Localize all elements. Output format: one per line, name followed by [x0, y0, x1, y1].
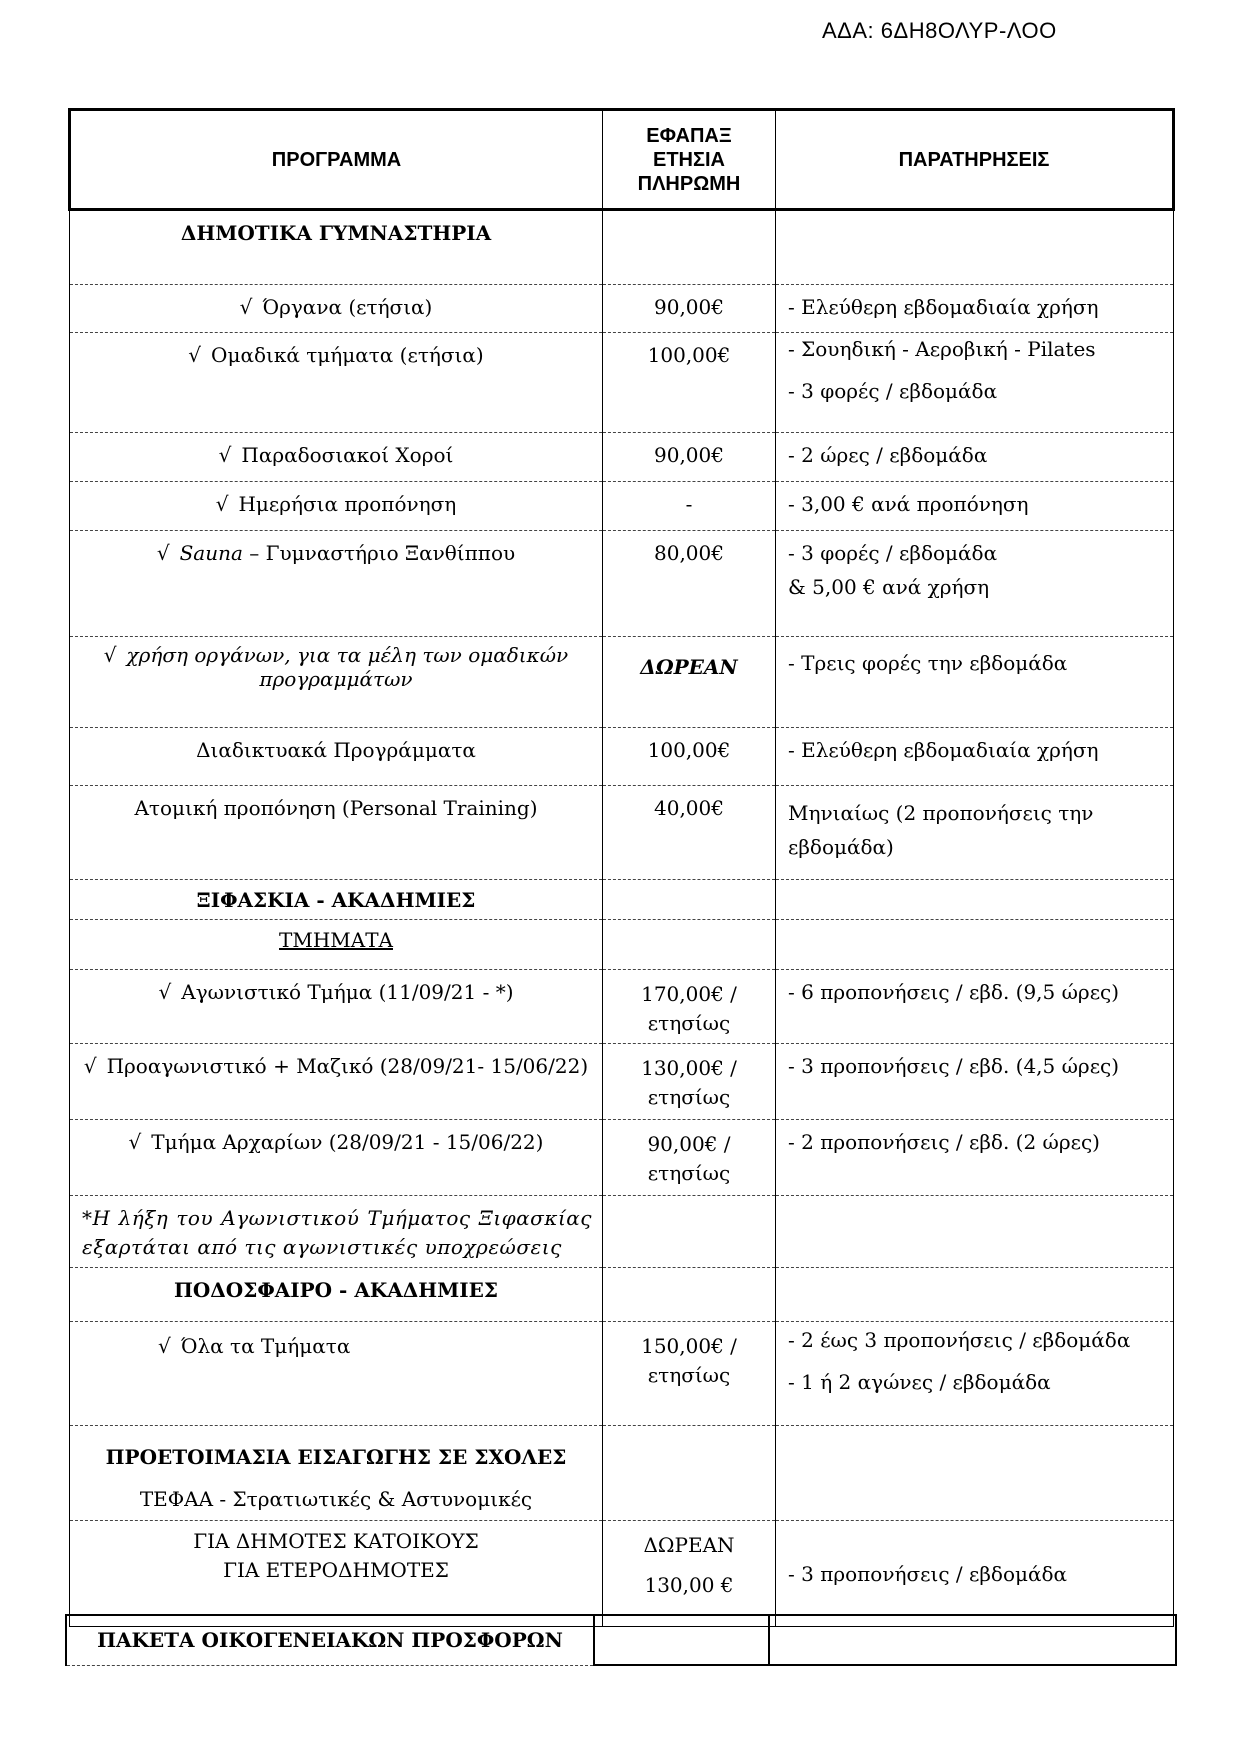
section-row-gym	[70, 210, 1174, 285]
header-notes: ΠΑΡΑΤΗΡΗΣΕΙΣ	[776, 110, 1174, 210]
subsection-row-fencing	[70, 920, 1174, 970]
table-row: √ Τμήμα Αρχαρίων (28/09/21 - 15/06/22) 90,00€ / ετησίως - 2 προπονήσεις / εβδ. (2 ώρες)	[70, 1120, 1174, 1196]
section-subtitle-prep: ΤΕΦΑΑ - Στρατιωτικές & Αστυνομικές	[139, 1487, 533, 1511]
section-title-football: ΠΟΔΟΣΦΑΙΡΟ - ΑΚΑΔΗΜΙΕΣ	[70, 1268, 603, 1322]
fencing-footnote: *Η λήξη του Αγωνιστικού Τμήματος Ξιφασκίας εξαρτάται από τις αγωνιστικές υποχρεώσεις	[70, 1196, 603, 1268]
section-row-football	[70, 1268, 1174, 1322]
ada-code: ΑΔΑ: 6ΔΗ8ΟΛΥΡ-ΛΟΟ	[822, 18, 1057, 43]
packages-payment-cell	[594, 1615, 769, 1665]
packages-title: ΠΑΚΕΤΑ ΟΙΚΟΓΕΝΕΙΑΚΩΝ ΠΡΟΣΦΟΡΩΝ	[66, 1615, 594, 1665]
packages-notes-cell	[769, 1615, 1176, 1665]
table-header-row	[70, 110, 1174, 210]
section-title-fencing: ΞΙΦΑΣΚΙΑ - ΑΚΑΔΗΜΙΕΣ	[70, 880, 603, 920]
table-row: √ Όργανα (ετήσια) 90,00€ - Ελεύθερη εβδομαδιαία χρήση	[70, 285, 1174, 333]
table-row: Ατομική προπόνηση (Personal Training) 40,00€ Μηνιαίως (2 προπονήσεις την εβδομάδα)	[70, 786, 1174, 880]
programs-table	[68, 108, 1175, 1627]
table-row: ΓΙΑ ΔΗΜΟΤΕΣ ΚΑΤΟΙΚΟΥΣ ΓΙΑ ΕΤΕΡΟΔΗΜΟΤΕΣ ΔΩΡΕΑΝ 130,00 € - 3 προπονήσεις / εβδομάδα	[70, 1521, 1174, 1627]
packages-table	[65, 1614, 1177, 1666]
section-subtitle-fencing: ΤΜΗΜΑΤΑ	[70, 920, 603, 970]
table-row: √ Ημερήσια προπόνηση - - 3,00 € ανά προπόνηση	[70, 482, 1174, 531]
table-row: √ Παραδοσιακοί Χοροί 90,00€ - 2 ώρες / εβδομάδα	[70, 433, 1174, 482]
table-row: √ Sauna – Γυμναστήριο Ξανθίππου 80,00€ - 3 φορές / εβδομάδα & 5,00 € ανά χρήση	[70, 531, 1174, 637]
table-row: √ χρήση οργάνων, για τα μέλη των ομαδικών προγραμμάτων ΔΩΡΕΑΝ - Τρεις φορές την εβδομάδα	[70, 637, 1174, 728]
table-row: √ Όλα τα Τμήματα 150,00€ / ετησίως - 2 έως 3 προπονήσεις / εβδομάδα - 1 ή 2 αγώνες / εβδομάδα	[70, 1322, 1174, 1426]
section-title-prep: ΠΡΟΕΤΟΙΜΑΣΙΑ ΕΙΣΑΓΩΓΗΣ ΣΕ ΣΧΟΛΕΣ	[105, 1445, 567, 1469]
table-row: √ Ομαδικά τμήματα (ετήσια) 100,00€ - Σουηδική - Αεροβική - Pilates - 3 φορές / εβδομάδα	[70, 333, 1174, 433]
footnote-row	[70, 1196, 1174, 1268]
section-row-fencing	[70, 880, 1174, 920]
section-row-prep	[70, 1426, 1174, 1521]
header-payment: ΕΦΑΠΑΞ ΕΤΗΣΙΑ ΠΛΗΡΩΜΗ	[603, 110, 776, 210]
table-row: √ Προαγωνιστικό + Μαζικό (28/09/21- 15/06/22) 130,00€ / ετησίως - 3 προπονήσεις / εβδ. (4,5 ώρες)	[70, 1044, 1174, 1120]
section-title-gym: ΔΗΜΟΤΙΚΑ ΓΥΜΝΑΣΤΗΡΙΑ	[70, 210, 603, 285]
table-row: Διαδικτυακά Προγράμματα 100,00€ - Ελεύθερη εβδομαδιαία χρήση	[70, 728, 1174, 786]
table-row: √ Αγωνιστικό Τμήμα (11/09/21 - *) 170,00€ / ετησίως - 6 προπονήσεις / εβδ. (9,5 ώρες)	[70, 970, 1174, 1044]
packages-row	[66, 1615, 1176, 1665]
header-program: ΠΡΟΓΡΑΜΜΑ	[70, 110, 603, 210]
